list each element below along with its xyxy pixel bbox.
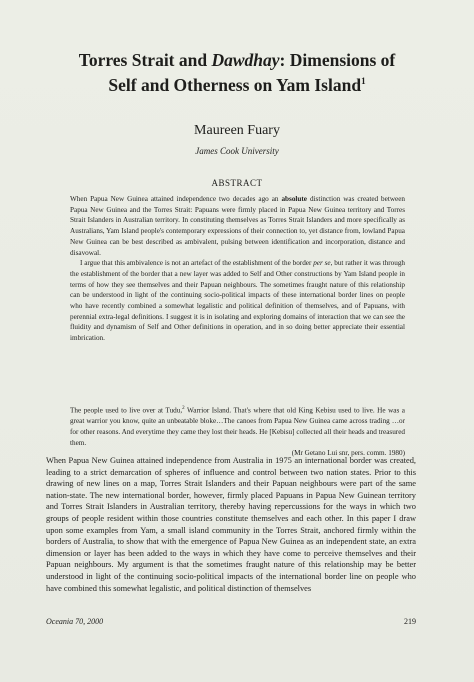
title-text-3: Self and Otherness on Yam Island	[108, 74, 362, 95]
quote-text-b: Warrior Island. That's where that old King Kebisu used to live. He was a great warrior you know, quite an unbeatable bloke…The canoes from Papua New Guinea came across trading …or for other reasons. And everytime they came they lost their heads. He [Kebisu] collected all their heads and treasured them.	[70, 406, 405, 447]
quote-footnote-marker: 2	[182, 406, 185, 411]
abstract-p2-italic: per se	[313, 259, 331, 268]
abstract-p1-text-a: When Papua New Guinea attained independence two decades ago an	[70, 195, 282, 203]
abstract-heading: ABSTRACT	[211, 178, 263, 188]
title-italic: Dawdhay	[211, 50, 280, 70]
epigraph-quote	[70, 404, 405, 459]
quote-citation: (Mr Getano Lui snr, pers. comm. 1980)	[291, 449, 405, 458]
author-name: Maureen Fuary	[194, 123, 280, 138]
paper-title	[0, 50, 474, 96]
title-text-1: Torres Strait and	[78, 50, 212, 70]
quote-text	[70, 404, 405, 448]
abstract-p1-text-b: distinction was created between Papua New Guinea and the Torres Strait: Papuans were firmly placed in Papua New Guinea territory and Torres Strait Islanders in Australian territory. In constituting themselves as Torres Strait Islanders and more specifically as Australians, Yam Island people's contemporary expressions of their connection to, yet distance from, lowland Papua New Guinea can be best described as ambivalent, pulsing between identification and incorporation, distance and disavowal.	[70, 195, 405, 257]
abstract-p2-text-b: , but rather it was through the establishment of the border that a new layer was added to Self and Other constructions by Yam Island people in terms of how they see themselves and their Papuan neighbours. The sometimes fraught nature of this relationship can be understood in light of the continuing socio-political impacts of these international border lines on people who have recently combined a somewhat legalistic and political definition of themselves, and of Papuans, with perennial extra-legal definitions. I suggest it is in isolating and exploring domains of interaction that we can see the fluidity and dynamism of Self and Other definitions in operation, and in so doing better appreciate their essential imbrication.	[70, 259, 406, 343]
main-body-text	[46, 455, 416, 594]
abstract-p2-text-a: I argue that this ambivalence is not an artefact of the establishment of the border	[80, 259, 314, 268]
abstract-body	[70, 194, 405, 344]
body-paragraph: When Papua New Guinea attained independence from Australia in 1975 an international border was created, leading to a strict demarcation of spheres of influence and control between two nation states. Prior to this drawing of new lines on a map, Torres Strait Islanders and their Papuan neighbours were part of the same nation-state. The new international border, however, firmly placed Papuans in Papua New Guinean territory and Torres Strait Islanders in Australian territory, thereby having repercussions for the ways in which two groups of people resident within those countries constitute themselves and each other. In this paper I draw upon some examples from Yam, a small island community in the Torres Strait, anchored firmly within the borders of Australia, to show that with the emergence of Papua New Guinea as an independent state, an extra dimension or layer has been added to the ways in which they have come to perceive themselves and their Papuan neighbours. My argument is that the sometimes fraught nature of this relationship may be better understood in light of the continuing socio-political impacts of the international border line on people who have combined this somewhat legalistic, and political distinction of themselves	[46, 456, 416, 593]
title-text-2: : Dimensions of	[279, 50, 396, 70]
title-footnote-marker: 1	[361, 76, 366, 86]
quote-text-a: The people used to live over at Tudu,	[70, 406, 183, 415]
abstract-paragraph-1	[70, 194, 405, 258]
abstract-paragraph-2	[70, 258, 405, 344]
journal-footer: Oceania 70, 2000	[46, 617, 104, 626]
author-affiliation: James Cook University	[195, 146, 279, 156]
page-number: 219	[404, 617, 416, 626]
abstract-p1-bold: absolute	[281, 195, 307, 203]
